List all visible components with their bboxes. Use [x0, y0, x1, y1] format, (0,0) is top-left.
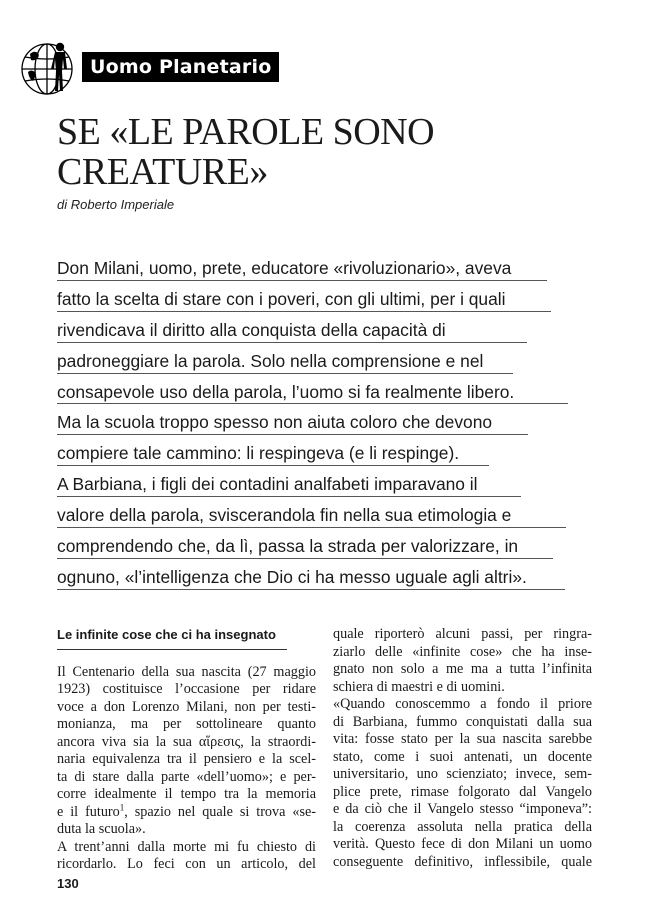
title-line: SE «LE PAROLE SONO	[57, 111, 435, 153]
text-line: schiera di maestri e di uomini.	[333, 678, 505, 695]
lead-line-text: Don Milani, uomo, prete, educatore «rivoluzionario», aveva	[57, 258, 512, 278]
text-line: naria equivalenza tra il pensiero e la scel-	[57, 751, 316, 767]
text-line: «Quando conoscemmo a fondo il priore	[333, 696, 592, 712]
lead-line-text: comprendendo che, da lì, passa la strada per valorizzare, in	[57, 536, 519, 557]
article-title	[57, 112, 617, 192]
text-line: vita: fosse stato per la sua nascita sarebbe	[333, 731, 592, 747]
lead-line	[57, 435, 597, 466]
text-line: universitario, uno scienziato; invece, sem-	[333, 766, 592, 782]
lead-line-text: compiere tale cammino: li respingeva (e li respinge).	[57, 443, 460, 464]
lead-line-text: rivendicava il diritto alla conquista della capacità di	[57, 319, 446, 340]
lead-paragraph	[57, 250, 597, 590]
text-line: gnato non solo a me ma a tutta l’infinita	[333, 661, 592, 677]
page-number: 130	[57, 876, 79, 891]
text-line: stato, come i suoi antenati, un docente	[333, 748, 592, 765]
text-line: ricordarlo. Lo feci con un articolo, del	[57, 856, 316, 872]
lead-line	[57, 281, 597, 312]
lead-line	[57, 343, 597, 374]
text-line: monianza, ma per sottolineare quanto	[57, 716, 316, 732]
body-text	[57, 664, 316, 874]
text-fragment: e il futuro	[57, 803, 120, 820]
text-line: ziarlo delle «infinite cose» che ha inse-	[333, 643, 592, 660]
text-line: verità. Questo fece di don Milani un uomo	[333, 836, 592, 852]
lead-line-text: valore della parola, sviscerandola fin nella sua etimologia e	[57, 505, 512, 526]
underline-rule	[57, 589, 565, 590]
text-line: duta la scuola».	[57, 821, 146, 837]
lead-line	[57, 528, 597, 559]
text-line: quale riporterò alcuni passi, per ringra-	[333, 626, 592, 642]
globe-person-icon	[20, 38, 78, 98]
text-line: Il Centenario della sua nascita (27 maggio	[57, 663, 316, 680]
lead-line	[57, 497, 597, 528]
text-line: A trent’anni dalla morte mi fu chiesto di	[57, 838, 316, 855]
left-column	[57, 626, 316, 874]
footnote-marker[interactable]: 1	[119, 803, 125, 812]
byline: di Roberto Imperiale	[57, 197, 175, 212]
lead-line-text: consapevole uso della parola, l’uomo si fa realmente libero.	[57, 381, 515, 402]
text-line: plice prete, rimase folgorato dal Vangelo	[333, 783, 592, 800]
body-text	[333, 626, 592, 871]
lead-line-text: fatto la scelta di stare con i poveri, con gli ultimi, per i quali	[57, 288, 506, 309]
section-label: Uomo Planetario	[82, 52, 279, 82]
lead-line-text: ognuno, «l’intelligenza che Dio ci ha messo uguale agli altri».	[57, 566, 527, 587]
text-line	[57, 804, 316, 822]
lead-line-text: padroneggiare la parola. Solo nella comprensione e nel	[57, 350, 484, 371]
lead-line	[57, 250, 597, 281]
text-line: di Barbiana, fummo conquistati dalla sua	[333, 713, 592, 730]
lead-line	[57, 404, 597, 435]
text-line: la coerenza assoluta nella pratica della	[333, 818, 592, 835]
lead-line	[57, 312, 597, 343]
text-fragment: , spazio nel quale si trova «se-	[124, 803, 316, 820]
title-line: CREATURE»	[57, 151, 268, 193]
text-line: voce a don Lorenzo Milani, non per testi-	[57, 698, 316, 715]
lead-line	[57, 466, 597, 497]
text-line: corre idealmente il tempo tra la memoria	[57, 786, 316, 802]
text-line: ancora viva sia la sua αἵρεσις, la straordi-	[57, 733, 316, 750]
lead-line	[57, 374, 597, 405]
lead-line	[57, 559, 597, 590]
lead-line-text: Ma la scuola troppo spesso non aiuta coloro che devono	[57, 412, 493, 433]
text-line: 1923) costituisce l’occasione per ridare	[57, 681, 316, 697]
subheading: Le infinite cose che ci ha insegnato	[57, 626, 287, 650]
text-line: conseguente definitivo, inflessibile, quale	[333, 853, 592, 870]
text-line: ta di stare dalla parte «dell’uomo»; e per-	[57, 768, 316, 785]
text-line: e da ciò che il Vangelo stesso “imponeva”:	[333, 801, 592, 817]
lead-line-text: A Barbiana, i figli dei contadini analfabeti imparavano il	[57, 474, 478, 495]
right-column	[333, 626, 592, 871]
